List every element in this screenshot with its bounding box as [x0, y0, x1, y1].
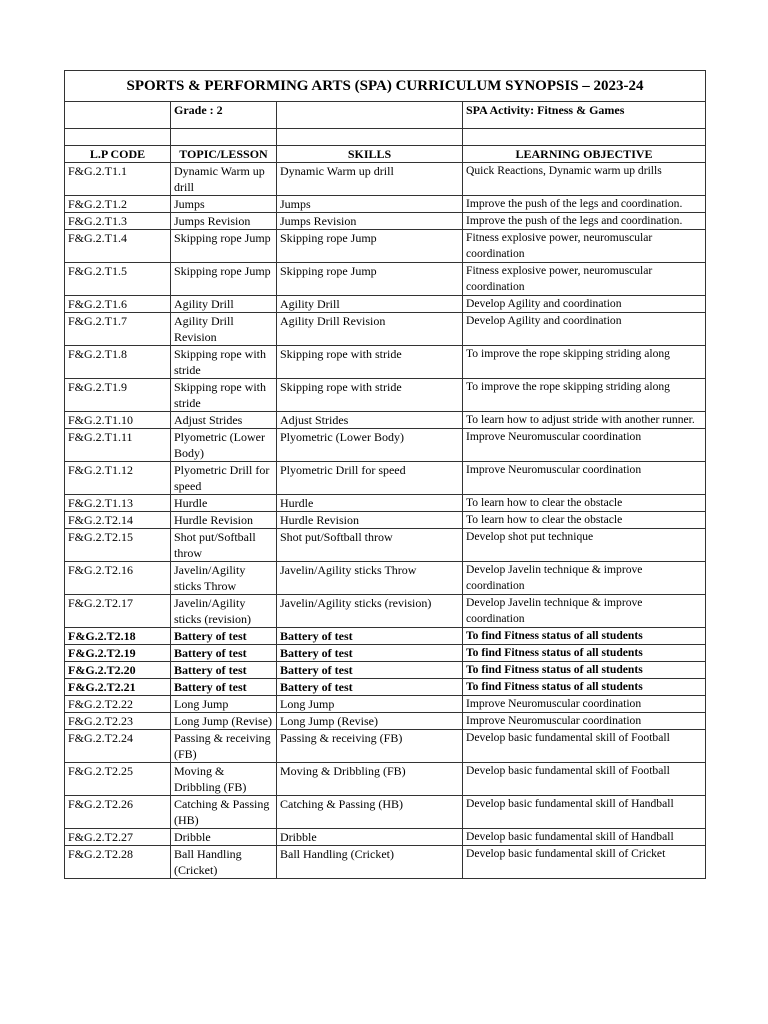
lp-code-cell: F&G.2.T2.14 [65, 512, 171, 529]
table-row [65, 628, 706, 645]
table-row [65, 829, 706, 846]
table-row [65, 763, 706, 796]
skills-cell: Agility Drill [277, 296, 463, 313]
table-row [65, 645, 706, 662]
topic-cell: Skipping rope Jump [171, 230, 277, 263]
lp-code-cell: F&G.2.T2.15 [65, 529, 171, 562]
objective-cell: To learn how to adjust stride with another runner. [463, 412, 706, 429]
skills-cell: Moving & Dribbling (FB) [277, 763, 463, 796]
topic-cell: Hurdle [171, 495, 277, 512]
skills-cell: Skipping rope with stride [277, 379, 463, 412]
table-row [65, 379, 706, 412]
table-row [65, 713, 706, 730]
table-row [65, 595, 706, 628]
skills-cell: Catching & Passing (HB) [277, 796, 463, 829]
skills-cell: Adjust Strides [277, 412, 463, 429]
header-lp-code: L.P CODE [65, 146, 171, 163]
topic-cell: Moving & Dribbling (FB) [171, 763, 277, 796]
lp-code-cell: F&G.2.T2.27 [65, 829, 171, 846]
table-row [65, 846, 706, 879]
lp-code-cell: F&G.2.T2.17 [65, 595, 171, 628]
topic-cell: Battery of test [171, 628, 277, 645]
lp-code-cell: F&G.2.T1.12 [65, 462, 171, 495]
lp-code-cell: F&G.2.T2.25 [65, 763, 171, 796]
spacer-cell [463, 129, 706, 146]
skills-cell: Plyometric (Lower Body) [277, 429, 463, 462]
topic-cell: Plyometric Drill for speed [171, 462, 277, 495]
table-row [65, 796, 706, 829]
skills-cell: Skipping rope Jump [277, 230, 463, 263]
table-row [65, 429, 706, 462]
objective-cell: Develop basic fundamental skill of Cricket [463, 846, 706, 879]
table-row [65, 512, 706, 529]
table-row [65, 730, 706, 763]
topic-cell: Jumps [171, 196, 277, 213]
grade-label: Grade : 2 [171, 102, 277, 129]
table-row [65, 662, 706, 679]
objective-cell: Fitness explosive power, neuromuscular coordination [463, 230, 706, 263]
lp-code-cell: F&G.2.T2.23 [65, 713, 171, 730]
lp-code-cell: F&G.2.T2.20 [65, 662, 171, 679]
objective-cell: Fitness explosive power, neuromuscular coordination [463, 263, 706, 296]
table-row [65, 296, 706, 313]
lp-code-cell: F&G.2.T1.13 [65, 495, 171, 512]
skills-cell: Long Jump (Revise) [277, 713, 463, 730]
topic-cell: Dribble [171, 829, 277, 846]
objective-cell: Develop Agility and coordination [463, 313, 706, 346]
topic-cell: Agility Drill [171, 296, 277, 313]
header-objective: LEARNING OBJECTIVE [463, 146, 706, 163]
table-row [65, 196, 706, 213]
skills-cell: Skipping rope Jump [277, 263, 463, 296]
objective-cell: Improve Neuromuscular coordination [463, 696, 706, 713]
skills-cell: Ball Handling (Cricket) [277, 846, 463, 879]
lp-code-cell: F&G.2.T1.4 [65, 230, 171, 263]
spacer-cell [65, 129, 171, 146]
table-row [65, 495, 706, 512]
topic-cell: Battery of test [171, 679, 277, 696]
topic-cell: Skipping rope with stride [171, 379, 277, 412]
objective-cell: Improve the push of the legs and coordination. [463, 196, 706, 213]
topic-cell: Shot put/Softball throw [171, 529, 277, 562]
lp-code-cell: F&G.2.T1.8 [65, 346, 171, 379]
skills-cell: Jumps [277, 196, 463, 213]
skills-cell: Battery of test [277, 628, 463, 645]
objective-cell: Improve the push of the legs and coordination. [463, 213, 706, 230]
lp-code-cell: F&G.2.T1.10 [65, 412, 171, 429]
skills-cell: Hurdle Revision [277, 512, 463, 529]
topic-cell: Javelin/Agility sticks (revision) [171, 595, 277, 628]
objective-cell: To improve the rope skipping striding along [463, 346, 706, 379]
table-row [65, 529, 706, 562]
objective-cell: Develop Agility and coordination [463, 296, 706, 313]
skills-cell: Jumps Revision [277, 213, 463, 230]
meta-empty-cell [65, 102, 171, 129]
skills-cell: Battery of test [277, 645, 463, 662]
lp-code-cell: F&G.2.T1.3 [65, 213, 171, 230]
lp-code-cell: F&G.2.T1.11 [65, 429, 171, 462]
spacer-cell [171, 129, 277, 146]
topic-cell: Passing & receiving (FB) [171, 730, 277, 763]
objective-cell: Develop Javelin technique & improve coordination [463, 595, 706, 628]
lp-code-cell: F&G.2.T1.5 [65, 263, 171, 296]
lp-code-cell: F&G.2.T1.9 [65, 379, 171, 412]
table-row [65, 412, 706, 429]
objective-cell: Develop shot put technique [463, 529, 706, 562]
skills-cell: Skipping rope with stride [277, 346, 463, 379]
topic-cell: Adjust Strides [171, 412, 277, 429]
topic-cell: Ball Handling (Cricket) [171, 846, 277, 879]
objective-cell: Quick Reactions, Dynamic warm up drills [463, 163, 706, 196]
skills-cell: Javelin/Agility sticks (revision) [277, 595, 463, 628]
skills-cell: Javelin/Agility sticks Throw [277, 562, 463, 595]
topic-cell: Battery of test [171, 662, 277, 679]
title-row [65, 71, 706, 102]
objective-cell: Improve Neuromuscular coordination [463, 713, 706, 730]
lp-code-cell: F&G.2.T2.16 [65, 562, 171, 595]
lp-code-cell: F&G.2.T2.18 [65, 628, 171, 645]
objective-cell: To learn how to clear the obstacle [463, 495, 706, 512]
objective-cell: To find Fitness status of all students [463, 628, 706, 645]
lp-code-cell: F&G.2.T1.1 [65, 163, 171, 196]
lp-code-cell: F&G.2.T2.28 [65, 846, 171, 879]
lp-code-cell: F&G.2.T1.2 [65, 196, 171, 213]
topic-cell: Jumps Revision [171, 213, 277, 230]
table-row [65, 346, 706, 379]
topic-cell: Long Jump (Revise) [171, 713, 277, 730]
curriculum-table [64, 70, 706, 879]
objective-cell: To learn how to clear the obstacle [463, 512, 706, 529]
activity-label: SPA Activity: Fitness & Games [463, 102, 706, 129]
topic-cell: Agility Drill Revision [171, 313, 277, 346]
table-row [65, 213, 706, 230]
objective-cell: Develop basic fundamental skill of Handball [463, 829, 706, 846]
topic-cell: Plyometric (Lower Body) [171, 429, 277, 462]
lp-code-cell: F&G.2.T2.24 [65, 730, 171, 763]
skills-cell: Battery of test [277, 662, 463, 679]
lp-code-cell: F&G.2.T2.26 [65, 796, 171, 829]
table-row [65, 230, 706, 263]
objective-cell: Improve Neuromuscular coordination [463, 429, 706, 462]
topic-cell: Skipping rope Jump [171, 263, 277, 296]
objective-cell: Develop basic fundamental skill of Handball [463, 796, 706, 829]
table-row [65, 562, 706, 595]
topic-cell: Javelin/Agility sticks Throw [171, 562, 277, 595]
skills-cell: Battery of test [277, 679, 463, 696]
skills-cell: Plyometric Drill for speed [277, 462, 463, 495]
objective-cell: To find Fitness status of all students [463, 662, 706, 679]
objective-cell: To find Fitness status of all students [463, 645, 706, 662]
topic-cell: Catching & Passing (HB) [171, 796, 277, 829]
topic-cell: Hurdle Revision [171, 512, 277, 529]
table-row [65, 263, 706, 296]
topic-cell: Long Jump [171, 696, 277, 713]
objective-cell: To improve the rope skipping striding along [463, 379, 706, 412]
topic-cell: Battery of test [171, 645, 277, 662]
objective-cell: Improve Neuromuscular coordination [463, 462, 706, 495]
skills-cell: Hurdle [277, 495, 463, 512]
lp-code-cell: F&G.2.T2.19 [65, 645, 171, 662]
table-row [65, 462, 706, 495]
meta-empty-cell [277, 102, 463, 129]
topic-cell: Dynamic Warm up drill [171, 163, 277, 196]
skills-cell: Dribble [277, 829, 463, 846]
header-row [65, 146, 706, 163]
spacer-cell [277, 129, 463, 146]
document-title: SPORTS & PERFORMING ARTS (SPA) CURRICULUM SYNOPSIS – 2023-24 [65, 71, 706, 102]
topic-cell: Skipping rope with stride [171, 346, 277, 379]
spacer-row [65, 129, 706, 146]
lp-code-cell: F&G.2.T1.6 [65, 296, 171, 313]
lp-code-cell: F&G.2.T2.22 [65, 696, 171, 713]
table-row [65, 679, 706, 696]
lp-code-cell: F&G.2.T1.7 [65, 313, 171, 346]
table-row [65, 696, 706, 713]
skills-cell: Shot put/Softball throw [277, 529, 463, 562]
header-topic: TOPIC/LESSON [171, 146, 277, 163]
table-row [65, 313, 706, 346]
objective-cell: Develop basic fundamental skill of Football [463, 730, 706, 763]
objective-cell: Develop basic fundamental skill of Football [463, 763, 706, 796]
skills-cell: Dynamic Warm up drill [277, 163, 463, 196]
meta-row [65, 102, 706, 129]
table-row [65, 163, 706, 196]
header-skills: SKILLS [277, 146, 463, 163]
skills-cell: Long Jump [277, 696, 463, 713]
objective-cell: To find Fitness status of all students [463, 679, 706, 696]
lp-code-cell: F&G.2.T2.21 [65, 679, 171, 696]
objective-cell: Develop Javelin technique & improve coordination [463, 562, 706, 595]
skills-cell: Passing & receiving (FB) [277, 730, 463, 763]
skills-cell: Agility Drill Revision [277, 313, 463, 346]
